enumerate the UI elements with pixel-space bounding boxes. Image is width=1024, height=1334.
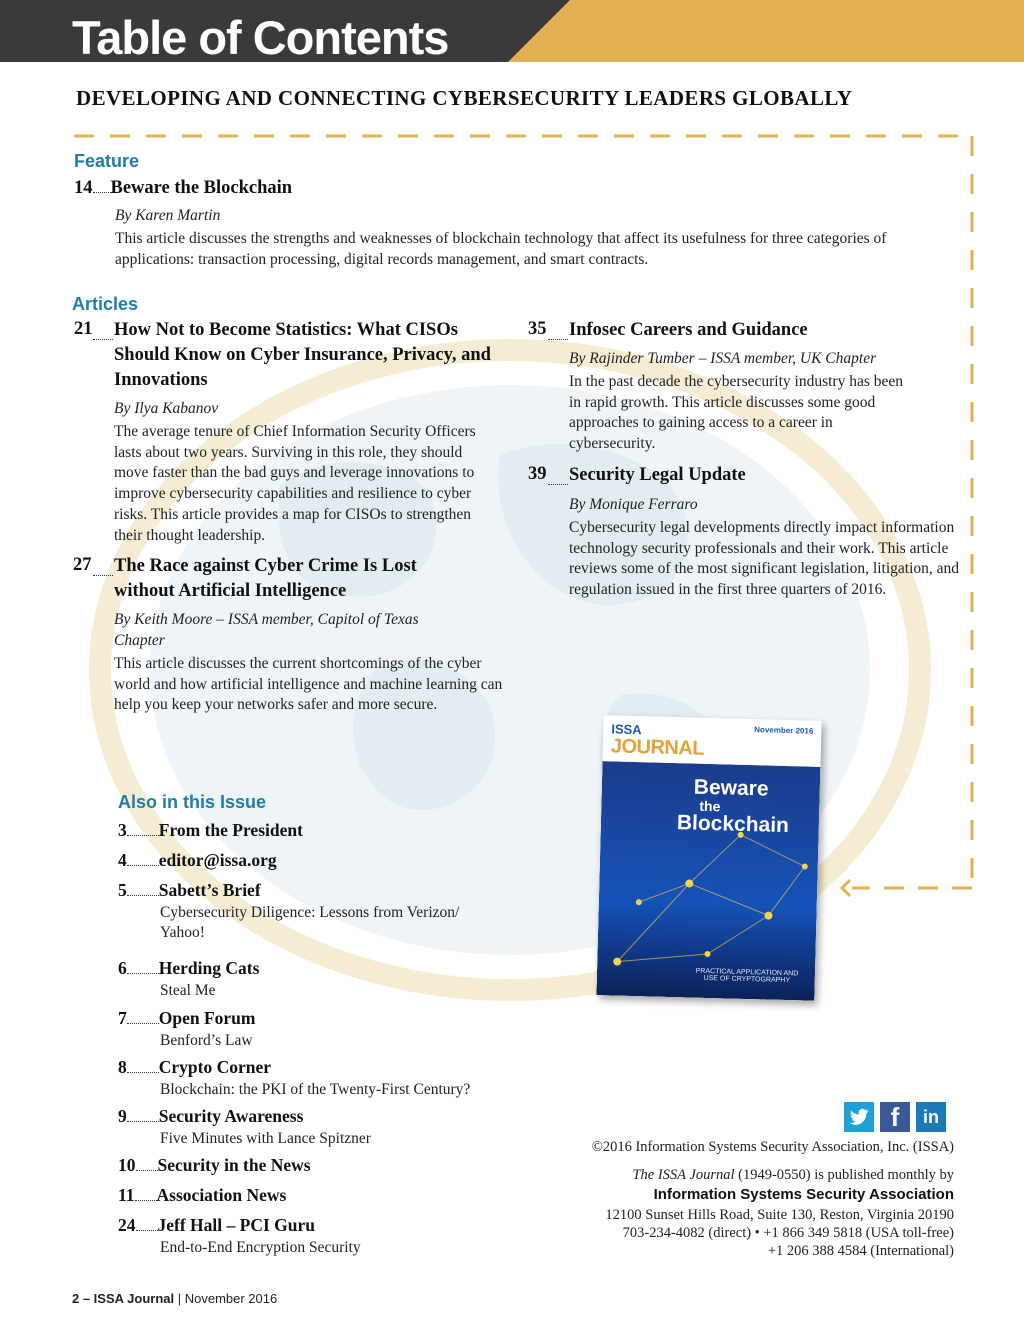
also-item-number: 10	[118, 1155, 136, 1175]
also-item-title: From the President	[158, 820, 303, 840]
article-page-number: 35	[528, 319, 547, 339]
leader-dots	[127, 1072, 159, 1073]
article-byline: By Monique Ferraro	[569, 496, 698, 513]
social-icons	[844, 1102, 946, 1132]
also-item-line	[118, 1057, 518, 1078]
article-page-number: 21	[74, 319, 93, 339]
leader-dots	[93, 558, 113, 576]
also-item[interactable]	[118, 1185, 518, 1206]
also-item-number: 11	[118, 1185, 135, 1205]
cover-headline-3: Blockchain	[676, 811, 790, 838]
cover-subtitle: PRACTICAL APPLICATION AND USE OF CRYPTOGRAPHY	[695, 967, 799, 985]
also-item[interactable]	[118, 1008, 518, 1051]
journal-name: The ISSA Journal	[632, 1167, 735, 1183]
article-description: Cybersecurity legal developments directly impact information technology security professionals and their work. This article reviews some of the most significant legislation, litigation, and regulation issued in the first three quarters of 2016.	[569, 519, 960, 599]
feature-page-number: 14	[74, 178, 93, 198]
also-item[interactable]	[118, 820, 518, 841]
leader-dots	[93, 192, 111, 193]
also-item-line	[118, 958, 518, 979]
also-item[interactable]	[118, 880, 518, 943]
also-item-subtitle: Steal Me	[160, 982, 216, 999]
cover-headline-2: the	[699, 797, 721, 815]
also-item[interactable]	[118, 1057, 518, 1100]
page-footer	[72, 1291, 277, 1306]
leader-dots	[127, 865, 159, 866]
also-item-title: Jeff Hall – PCI Guru	[157, 1215, 315, 1235]
also-item-title: Security Awareness	[158, 1106, 304, 1126]
tagline: DEVELOPING AND CONNECTING CYBERSECURITY LEADERS GLOBALLY	[76, 86, 853, 110]
article-title[interactable]: How Not to Become Statistics: What CISOs Should Know on Cyber Insurance, Privacy, and Innovations	[114, 320, 491, 390]
also-item-title: Sabett’s Brief	[158, 880, 261, 900]
leader-dots	[548, 322, 568, 340]
also-item-line	[118, 1215, 518, 1236]
also-item-title: Herding Cats	[158, 958, 260, 978]
also-item-number: 6	[118, 958, 127, 978]
leader-dots	[127, 895, 159, 896]
copyright: ©2016 Information Systems Security Association, Inc. (ISSA)	[591, 1139, 954, 1155]
feature-entry[interactable]	[74, 176, 292, 201]
phone-international: +1 206 388 4584 (International)	[767, 1243, 954, 1259]
leader-dots	[135, 1200, 157, 1201]
also-item-number: 5	[118, 880, 127, 900]
also-item-subtitle: End-to-End Encryption Security	[160, 1239, 361, 1256]
article-byline: By Keith Moore – ISSA member, Capitol of Texas Chapter	[114, 611, 419, 649]
facebook-icon[interactable]: f	[880, 1102, 910, 1132]
cover-logo-journal: JOURNAL	[610, 735, 705, 760]
also-item-number: 24	[118, 1215, 136, 1235]
also-item-title: Crypto Corner	[158, 1057, 272, 1077]
also-item-line	[118, 880, 518, 901]
also-item-line	[118, 1008, 518, 1029]
leader-dots	[93, 322, 113, 340]
phone-direct: 703-234-4082 (direct) • +1 866 349 5818 (USA toll-free)	[622, 1225, 954, 1241]
also-item-title: editor@issa.org	[158, 850, 277, 870]
leader-dots	[548, 467, 568, 485]
also-item-subtitle: Benford’s Law	[160, 1032, 253, 1049]
also-item-subtitle: Blockchain: the PKI of the Twenty-First Century?	[160, 1081, 471, 1098]
article-title[interactable]: The Race against Cyber Crime Is Lost without Artificial Intelligence	[114, 556, 417, 601]
also-item-line	[118, 1106, 518, 1127]
leader-dots	[127, 1121, 159, 1122]
page-number: 2 – ISSA Journal	[72, 1291, 175, 1306]
twitter-icon[interactable]	[844, 1102, 874, 1132]
footer-separator: |	[174, 1291, 185, 1306]
articles-heading: Articles	[72, 294, 139, 314]
article-page-number: 27	[73, 555, 92, 575]
leader-dots	[136, 1230, 158, 1231]
also-item-subtitle: Cybersecurity Diligence: Lessons from Verizon/ Yahoo!	[160, 904, 460, 941]
address: 12100 Sunset Hills Road, Suite 130, Reston, Virginia 20190	[605, 1207, 954, 1223]
also-item-number: 3	[118, 820, 127, 840]
feature-description: This article discusses the strengths and weaknesses of blockchain technology that affect its usefulness for three categories of applications: transaction processing, digital records management, and smart contracts.	[115, 230, 887, 268]
also-item-line	[118, 850, 518, 871]
leader-dots	[127, 973, 159, 974]
also-item[interactable]	[118, 1106, 518, 1149]
also-item[interactable]	[118, 1155, 518, 1176]
published-text: (1949-0550) is published monthly by	[734, 1167, 954, 1183]
cover-headline-1: Beware	[693, 775, 769, 801]
cover-date: November 2016	[754, 725, 814, 736]
linkedin-icon[interactable]: in	[916, 1102, 946, 1132]
org-name: Information Systems Security Association	[653, 1186, 954, 1203]
also-item-line	[118, 1155, 518, 1176]
also-item[interactable]	[118, 850, 518, 871]
also-item-number: 9	[118, 1106, 127, 1126]
footer-date: November 2016	[184, 1291, 278, 1306]
also-item-number: 8	[118, 1057, 127, 1077]
also-item-number: 7	[118, 1008, 127, 1028]
publish-line	[632, 1166, 954, 1185]
also-item[interactable]	[118, 1215, 518, 1258]
article-page-number: 39	[528, 464, 547, 484]
article-description: This article discusses the current shortcomings of the cyber world and how artificial intelligence and machine learning can help you keep your networks safer and more secure.	[114, 655, 503, 714]
also-item-title: Open Forum	[158, 1008, 256, 1028]
feature-title: Beware the Blockchain	[110, 178, 293, 198]
also-item-number: 4	[118, 850, 127, 870]
also-item-line	[118, 1185, 518, 1206]
page-title: Table of Contents	[72, 11, 449, 64]
feature-byline: By Karen Martin	[115, 207, 221, 224]
also-item-title: Association News	[156, 1185, 287, 1205]
leader-dots	[127, 1023, 159, 1024]
article-title[interactable]: Security Legal Update	[569, 465, 746, 485]
article-description: The average tenure of Chief Information Security Officers lasts about two years. Surviving in this role, they should move faster than the bad guys and leverage innovations to improve cybersecurity capabilities and resilience to cyber risks. This article provides a map for CISOs to strengthen their thought leadership.	[114, 423, 476, 544]
feature-heading: Feature	[74, 151, 140, 171]
leader-dots	[127, 835, 159, 836]
also-item-subtitle: Five Minutes with Lance Spitzner	[160, 1130, 371, 1147]
article-title[interactable]: Infosec Careers and Guidance	[569, 320, 808, 340]
also-item-title: Security in the News	[157, 1155, 311, 1175]
leader-dots	[136, 1170, 158, 1171]
cover-logo-issa: ISSA	[611, 721, 642, 738]
also-heading: Also in this Issue	[118, 792, 267, 812]
magazine-cover[interactable]	[596, 715, 821, 1001]
article-byline: By Rajinder Tumber – ISSA member, UK Chapter	[569, 350, 877, 367]
also-item-line	[118, 820, 518, 841]
article-byline: By Ilya Kabanov	[114, 400, 219, 417]
article-description: In the past decade the cybersecurity industry has been in rapid growth. This article discusses some good approaches to gaining access to a career in cybersecurity.	[569, 373, 903, 453]
also-item[interactable]	[118, 958, 518, 1001]
